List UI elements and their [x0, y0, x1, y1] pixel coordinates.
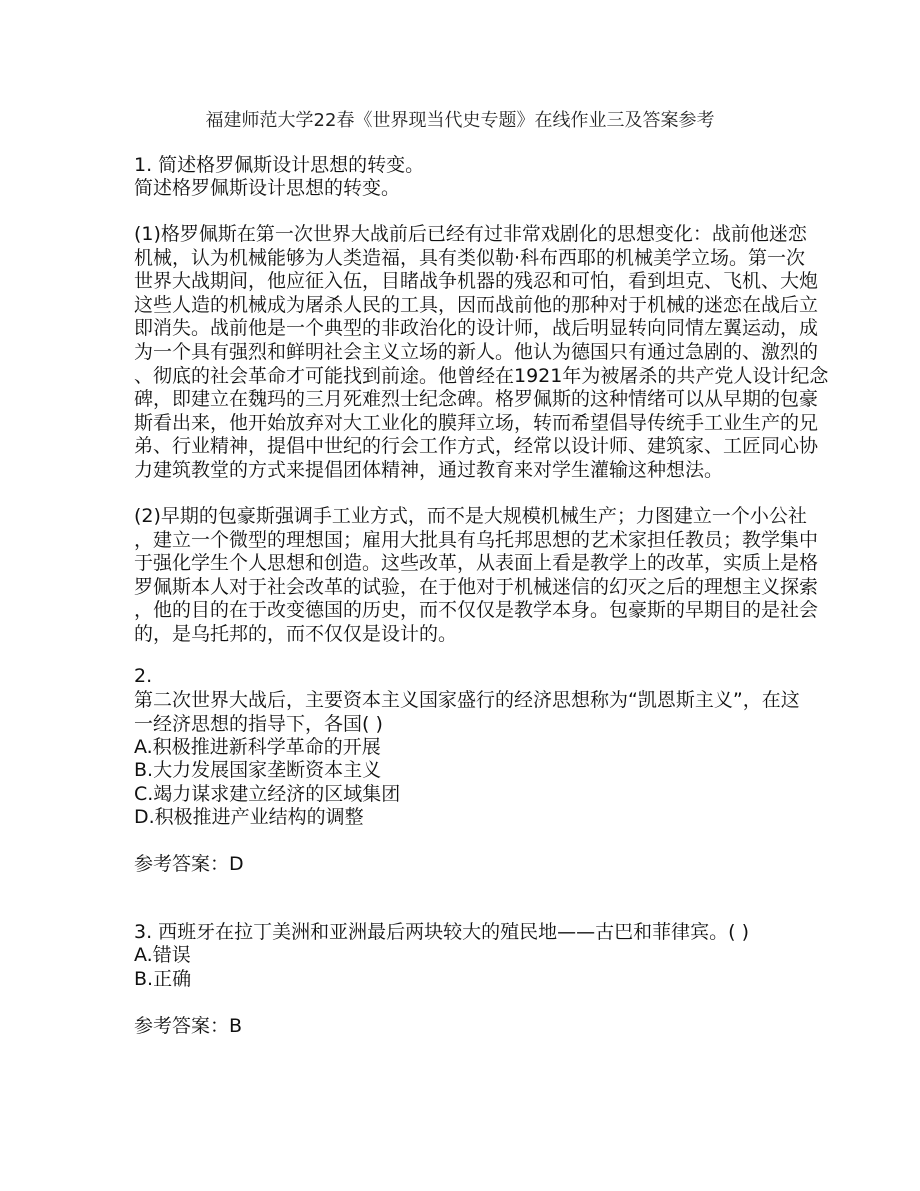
- option-c: C.竭力谋求建立经济的区域集团: [134, 783, 401, 805]
- option-a: A.错误: [134, 944, 191, 966]
- paragraph-line: ，他的目的在于改变德国的历史，而不仅仅是教学本身。包豪斯的早期目的是社会: [134, 599, 819, 622]
- paragraph-line: 机械，认为机械能够为人类造福，具有类似勒·科布西耶的机械美学立场。第一次: [134, 246, 806, 269]
- option-b: B.正确: [134, 968, 192, 990]
- paragraph-line: (1)格罗佩斯在第一次世界大战前后已经有过非常戏剧化的思想变化：战前他迷恋: [134, 223, 807, 245]
- paragraph-line: ，建立一个微型的理想国；雇用大批具有乌托邦思想的艺术家担任教员；教学集中: [134, 528, 819, 551]
- question-1: 1. 简述格罗佩斯设计思想的转变。: [134, 154, 425, 176]
- paragraph-line: 于强化学生个人思想和创造。这些改革，从表面上看是教学上的改革，实质上是格: [134, 552, 819, 575]
- option-b: B.大力发展国家垄断资本主义: [134, 759, 382, 781]
- option-a: A.积极推进新科学革命的开展: [134, 736, 381, 758]
- paragraph-line: (2)早期的包豪斯强调手工业方式，而不是大规模机械生产；力图建立一个小公社: [134, 505, 807, 527]
- paragraph-line: 即消失。战前他是一个典型的非政治化的设计师，战后明显转向同情左翼运动，成: [134, 317, 819, 340]
- paragraph-line: 这些人造的机械成为屠杀人民的工具，因而战前他的那种对于机械的迷恋在战后立: [134, 293, 819, 316]
- paragraph-line: 碑，即建立在魏玛的三月死难烈士纪念碑。格罗佩斯的这种情绪可以从早期的包豪: [134, 388, 819, 411]
- paragraph-line: 的，是乌托邦的，而不仅仅是设计的。: [134, 623, 458, 645]
- paragraph-line: 世界大战期间，他应征入伍，目睹战争机器的残忍和可怕，看到坦克、飞机、大炮: [134, 270, 819, 293]
- document-title: 福建师范大学22春《世界现当代史专题》在线作业三及答案参考: [205, 110, 715, 131]
- paragraph-line: 为一个具有强烈和鲜明社会主义立场的新人。他认为德国只有通过急剧的、激烈的: [134, 341, 819, 363]
- paragraph-line: 、彻底的社会革命才可能找到前途。他曾经在1921年为被屠杀的共产党人设计纪念: [134, 364, 829, 387]
- paragraph-line: 斯看出来，他开始放弃对大工业化的膜拜立场，转而希望倡导传统手工业生产的兄: [134, 411, 819, 434]
- question-3: 3. 西班牙在拉丁美洲和亚洲最后两块较大的殖民地——古巴和菲律宾。( ): [134, 921, 750, 943]
- paragraph-line: 力建筑教堂的方式来提倡团体精神，通过教育来对学生灌输这种想法。: [134, 459, 724, 481]
- question-2-stem-line: 一经济思想的指导下，各国( ): [134, 713, 383, 735]
- question-1-subtitle: 简述格罗佩斯设计思想的转变。: [134, 177, 401, 199]
- answer-3: 参考答案：B: [134, 1015, 243, 1037]
- paragraph-line: 罗佩斯本人对于社会改革的试验，在于他对于机械迷信的幻灭之后的理想主义探索: [134, 575, 819, 598]
- question-2-number: 2.: [134, 665, 153, 687]
- paragraph-line: 弟、行业精神，提倡中世纪的行会工作方式，经常以设计师、建筑家、工匠同心协: [134, 435, 819, 458]
- question-2-stem-line: 第二次世界大战后，主要资本主义国家盛行的经济思想称为“凯恩斯主义”，在这: [134, 689, 800, 711]
- option-d: D.积极推进产业结构的调整: [134, 806, 364, 828]
- answer-2: 参考答案：D: [134, 853, 244, 875]
